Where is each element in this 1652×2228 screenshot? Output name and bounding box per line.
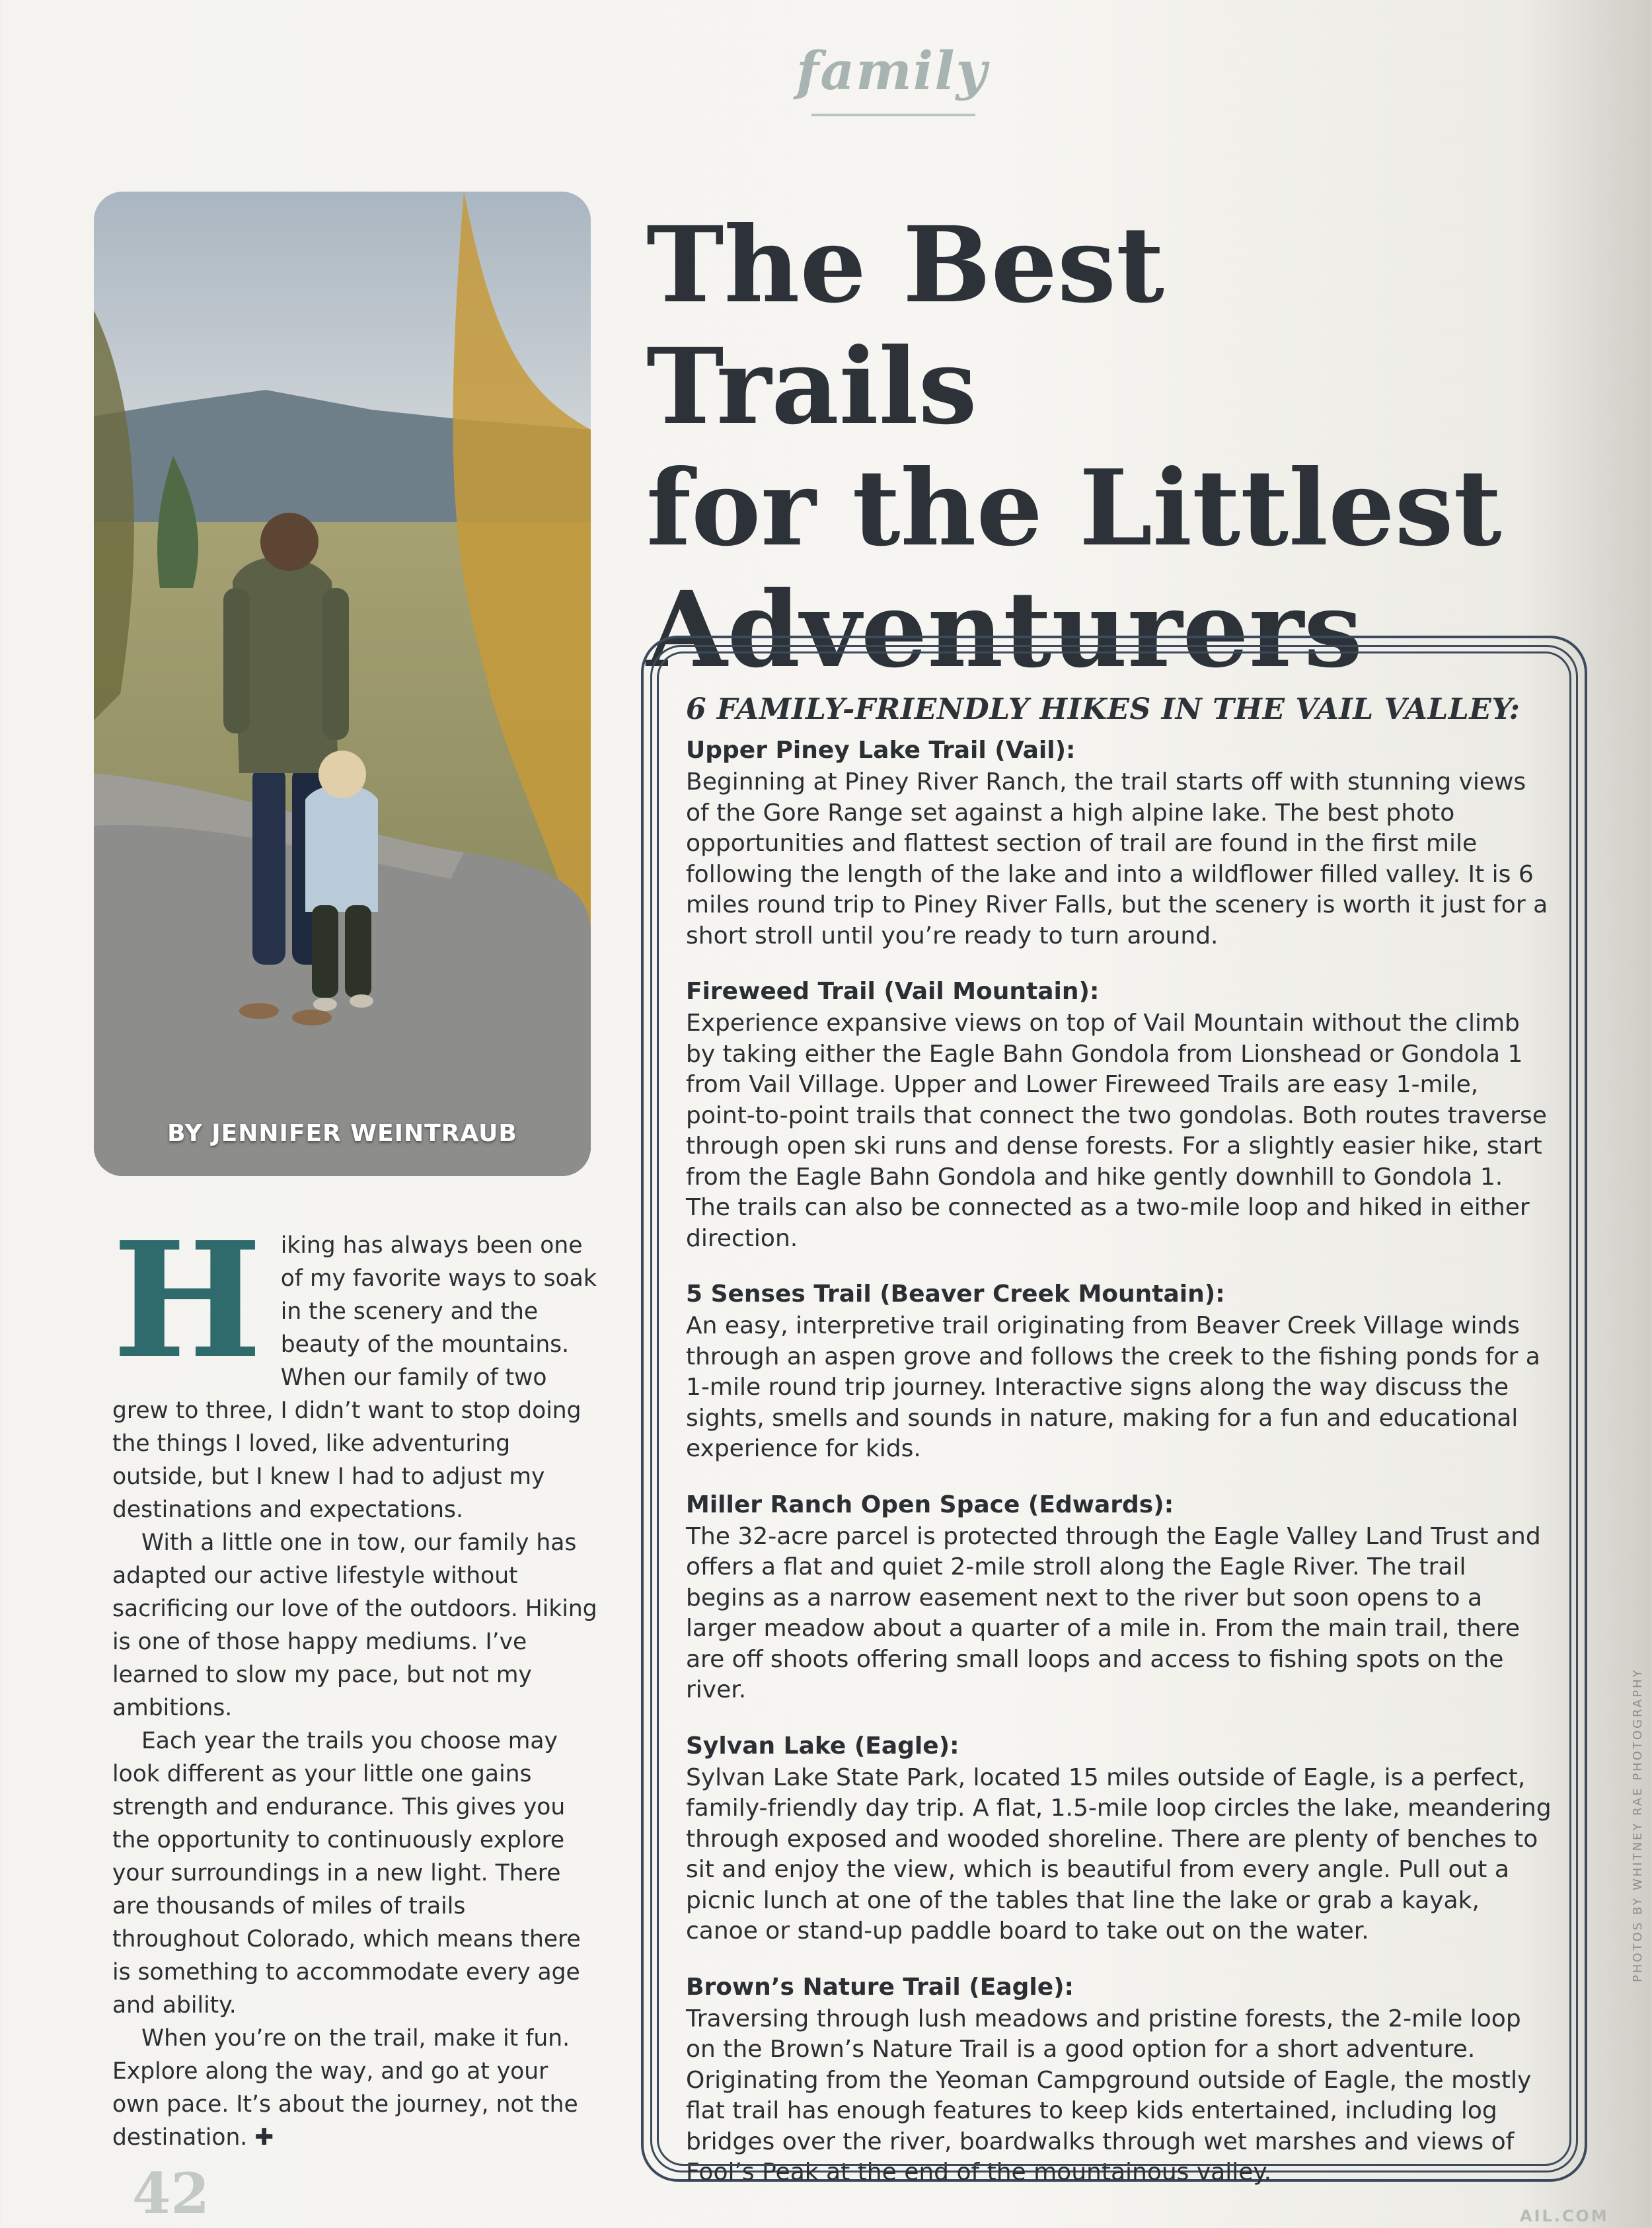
body-paragraph <box>112 2022 599 2154</box>
body-paragraph-text: When you’re on the trail, make it fun. Explore along the way, and go at your own pace. It’s about the journey, not the destination. <box>112 2025 578 2151</box>
hikes-sidebar <box>641 636 1587 2186</box>
headline-line: Adventurers <box>646 569 1363 691</box>
trail-description: Sylvan Lake State Park, located 15 miles outside of Eagle, is a perfect, family-friendly day trip. A flat, 1.5-mile loop circles the lake, meandering through exposed and wooded shoreline. There are plenty of benches to sit and enjoy the view, which is beautiful from every angle. Pull out a picnic lunch at one of the tables that line the lake or grab a kayak, canoe or stand-up paddle board to take out on the water. <box>686 1764 1552 1945</box>
drop-cap: H <box>112 1207 262 1393</box>
trail-entry <box>686 1730 1552 1947</box>
headline-line: for the Littlest <box>646 447 1502 570</box>
hikes-sidebar-content <box>686 692 1552 2212</box>
trail-entry <box>686 734 1552 951</box>
page-number: 42 <box>132 2161 209 2226</box>
trail-name: 5 Senses Trail (Beaver Creek Mountain): <box>686 1281 1225 1308</box>
footer-url: AIL.COM <box>1520 2207 1609 2225</box>
section-label: family <box>796 40 989 102</box>
body-paragraph: Each year the trails you choose may look different as your little one gains strength and endurance. This gives you the opportunity to continuously explore your surroundings in a new light. There are thousands of miles of trails throughout Colorado, which means there is something to accommodate every age and ability. <box>112 1728 581 2019</box>
trail-entry <box>686 1278 1552 1465</box>
trail-description: An easy, interpretive trail originating from Beaver Creek Village winds through an aspen grove and follows the creek to the fishing ponds for a 1-mile round trip journey. Interactive signs along the way discuss the sights, smells and sounds in nature, making for a fun and educational experience for kids. <box>686 1312 1540 1462</box>
body-paragraph: iking has always been one of my favorite ways to soak in the scenery and the beauty of the mountains. When our family of two grew to three, I didn’t want to stop doing the things I loved, like adventuring outside, but I knew I had to adjust my destinations and expectations. <box>112 1232 597 1523</box>
article-body <box>112 1207 599 2154</box>
trail-name: Upper Piney Lake Trail (Vail): <box>686 737 1076 764</box>
hero-photo <box>94 192 591 1176</box>
article-headline <box>646 205 1505 691</box>
section-rule <box>811 114 975 116</box>
headline-line: The Best Trails <box>646 204 1164 448</box>
photo-credit: PHOTOS BY WHITNEY RAE PHOTOGRAPHY <box>1631 1668 1645 1982</box>
body-paragraph: With a little one in tow, our family has adapted our active lifestyle without sacrificing our love of the outdoors. Hiking is one of those happy mediums. I’ve learned to slow my pace, but not my ambitions. <box>112 1530 597 1721</box>
end-mark-icon: ✚ <box>254 2124 274 2151</box>
trail-description: Beginning at Piney River Ranch, the trail starts off with stunning views of the Gore Range set against a high alpine lake. The best photo opportunities and flattest section of trail are found in the first mile following the length of the lake and into a wildflower filled valley. It is 6 miles round trip to Piney River Falls, but the scenery is worth it just for a short stroll until you’re ready to turn around. <box>686 768 1548 949</box>
trail-name: Fireweed Trail (Vail Mountain): <box>686 978 1100 1005</box>
trail-description: Experience expansive views on top of Vail Mountain without the climb by taking either the Eagle Bahn Gondola from Lionshead or Gondola 1 from Vail Village. Upper and Lower Fireweed Trails are easy 1-mile, point-to-point trails that connect the two gondolas. Both routes traverse through open ski runs and dense forests. For a slightly easier hike, start from the Eagle Bahn Gondola and hike gently downhill to Gondola 1. The trails can also be connected as a two-mile loop and hiked in either direction. <box>686 1010 1547 1252</box>
trail-description: Traversing through lush meadows and pristine forests, the 2-mile loop on the Brown’s Nature Trail is a good option for a short adventure. Originating from the Yeoman Campground outside of Eagle, the mostly flat trail has enough features to keep kids entertained, including log bridges over the river, boardwalks through wet marshes and views of Fool’s Peak at the end of the mountainous valley. <box>686 2005 1532 2186</box>
trail-entry <box>686 1971 1552 2188</box>
trail-entry <box>686 975 1552 1254</box>
trail-description: The 32-acre parcel is protected through the Eagle Valley Land Trust and offers a flat and quiet 2-mile stroll along the Eagle River. The trail begins as a narrow easement next to the river but soon opens to a larger meadow about a quarter of a mile in. From the main trail, there are off shoots offering small loops and access to fishing spots on the river. <box>686 1522 1541 1703</box>
sidebar-title: 6 FAMILY-FRIENDLY HIKES IN THE VAIL VALLEY: <box>686 692 1521 726</box>
trail-name: Miller Ranch Open Space (Edwards): <box>686 1491 1174 1518</box>
byline: BY JENNIFER WEINTRAUB <box>167 1120 517 1147</box>
trail-name: Sylvan Lake (Eagle): <box>686 1732 959 1760</box>
hero-photo-illustration <box>94 192 591 1176</box>
trail-entry <box>686 1489 1552 1706</box>
trail-name: Brown’s Nature Trail (Eagle): <box>686 1973 1074 2001</box>
